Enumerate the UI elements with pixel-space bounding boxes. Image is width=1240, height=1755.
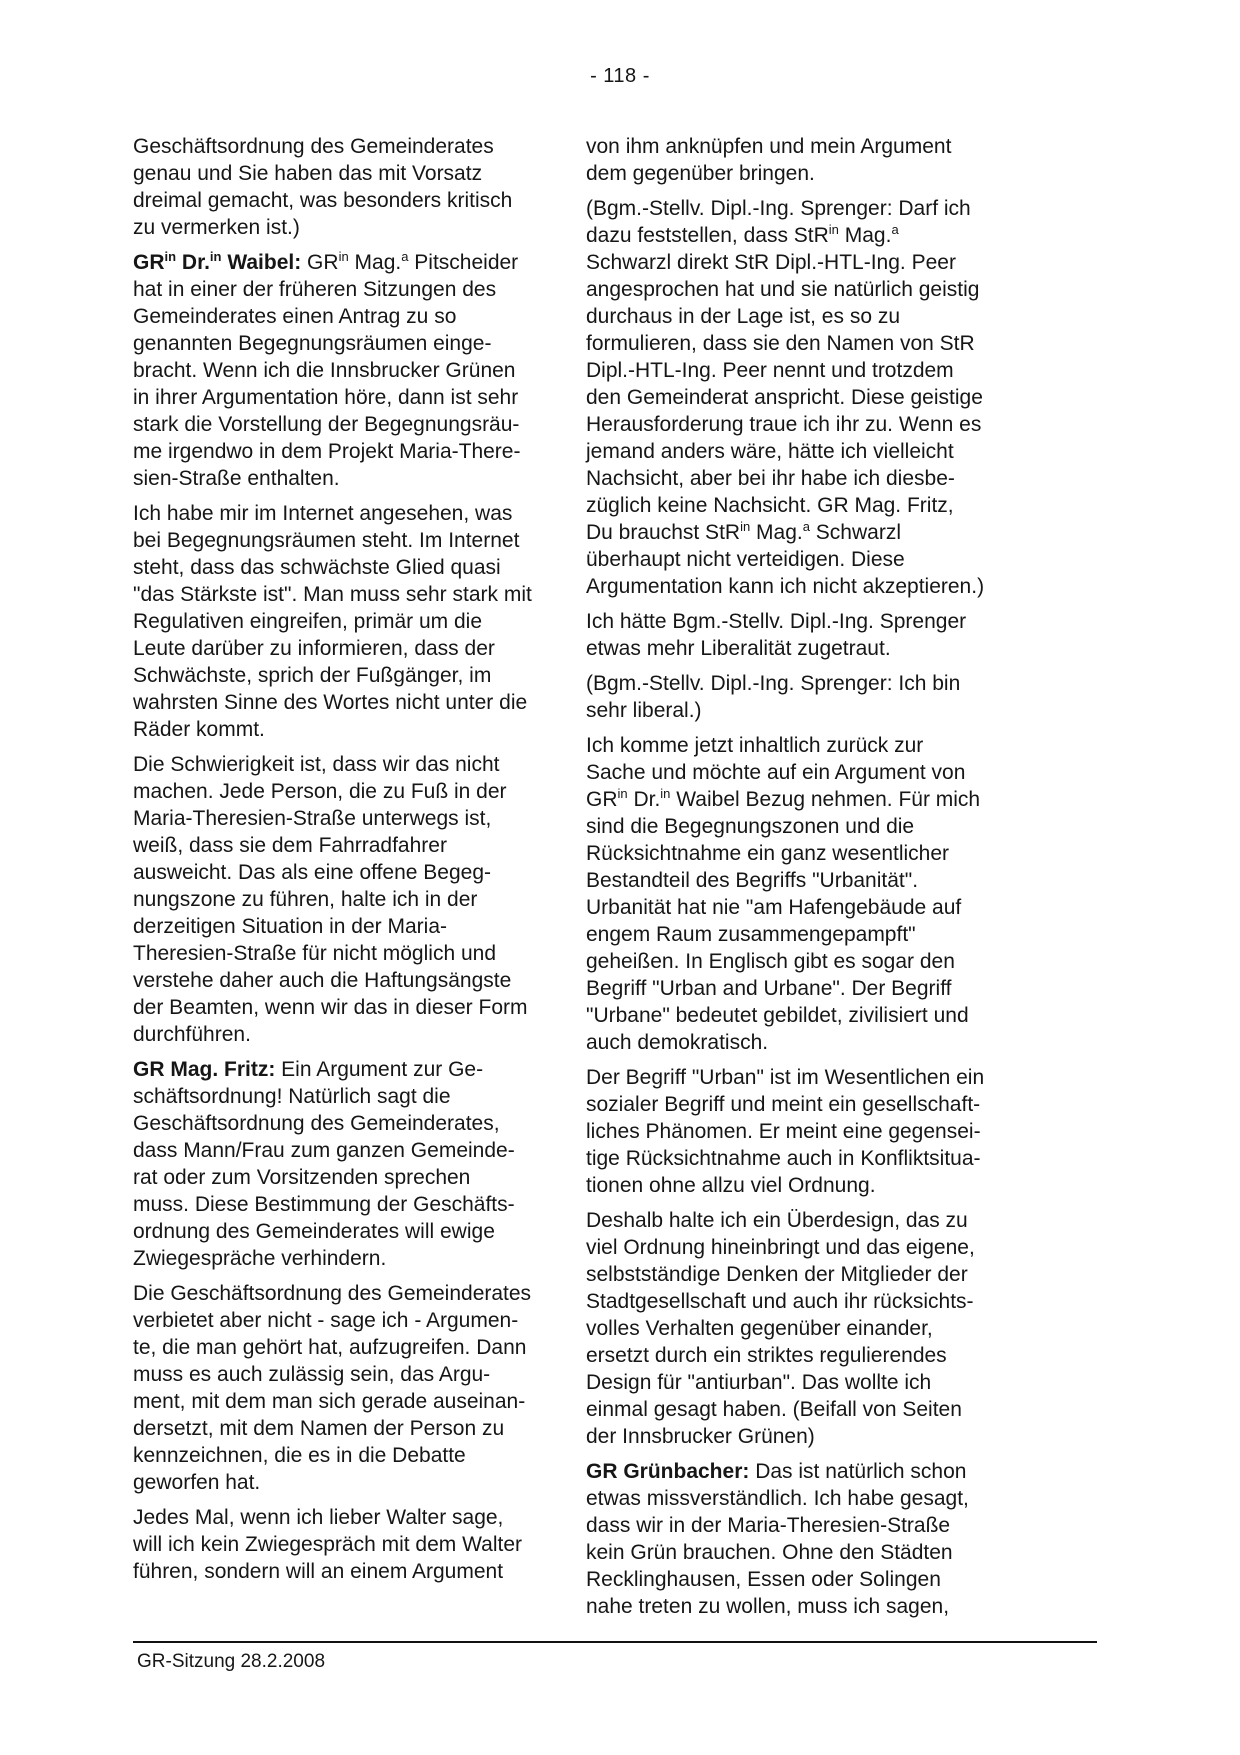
paragraph: Die Geschäftsordnung des Gemeinderates verbietet aber nicht - sage ich - Argumen- te, die man gehört hat, aufzugreifen. Dann muss es auch zulässig sein, das Argu- ment, mit dem man sich gerade auseinan- dersetzt, mit dem Namen der Person zu kennzeichnen, die es in die Debatte geworfen hat. xyxy=(133,1282,532,1494)
footer-divider xyxy=(133,1641,1097,1643)
paragraph: Die Schwierigkeit ist, dass wir das nicht machen. Jede Person, die zu Fuß in der Maria-Theresien-Straße unterwegs ist, weiß, dass sie dem Fahrradfahrer ausweicht. Das als eine offene Begeg- nungszone zu führen, halte ich in der derzeitigen Situation in der Maria- Theresien-Straße für nicht möglich und verstehe daher auch die Haftungsängste der Beamten, wenn wir das in dieser Form durchführen. xyxy=(133,753,528,1046)
paragraph: $GR^{in}$ Dr.$^{in}$ Waibel: $GR^{in}$ Mag.$^a$ Pitscheider hat in einer der früheren Sitzungen des Gemeinderates einen Antrag zu so genannten Begegnungsräumen einge- bracht. Wenn ich die Innsbrucker Grünen in ihrer Argumentation höre, dann ist sehr stark die Vorstellung der Begegnungsräu- me irgendwo in dem Projekt Maria-There- sien-Straße enthalten. xyxy=(133,249,521,490)
paragraph: Geschäftsordnung des Gemeinderates genau und Sie haben das mit Vorsatz dreimal gemacht, was besonders kritisch zu vermerken ist.) xyxy=(133,135,513,239)
paragraph: von ihm anknüpfen und mein Argument dem gegenüber bringen. xyxy=(586,135,952,185)
footer-label: GR-Sitzung 28.2.2008 xyxy=(137,1651,326,1672)
paragraph: Ich habe mir im Internet angesehen, was bei Begegnungsräumen steht. Im Internet steht, dass das schwächste Glied quasi "das Stärkste ist". Man muss sehr stark mit Regulativen eingreifen, primär um die Leute darüber zu informieren, dass der Schwächste, sprich der Fußgänger, im wahrsten Sinne des Wortes nicht unter die Räder kommt. xyxy=(133,502,532,741)
page-number: - 118 - xyxy=(590,65,650,87)
paragraph: GR Mag. Fritz: Ein Argument zur Ge- schäftsordnung! Natürlich sagt die Geschäftsordnung des Gemeinderates, dass Mann/Frau zum ganzen Gemeinde- rat oder zum Vorsitzenden sprechen muss. Diese Bestimmung der Geschäfts- ordnung des Gemeinderates will ewige Zwiegespräche verhindern. xyxy=(133,1058,515,1270)
paragraph: Ich komme jetzt inhaltlich zurück zur Sache und möchte auf ein Argument von $GR^{in}$ Dr.$^{in}$ Waibel Bezug nehmen. Für mich sind die Begegnungszonen und die Rücksichtnahme ein ganz wesentlicher Bestandteil des Begriffs "Urbanität". Urbanität hat nie "am Hafengebäude auf engem Raum zusammengepampft" geheißen. In Englisch gibt es sogar den Begriff "Urban and Urbane". Der Begriff "Urbane" bedeutet gebildet, zivilisiert und auch demokratisch. xyxy=(586,734,981,1054)
column-left xyxy=(133,133,586,1593)
paragraph: Jedes Mal, wenn ich lieber Walter sage, will ich kein Zwiegespräch mit dem Walter führen, sondern will an einem Argument xyxy=(133,1506,523,1583)
paragraph: Der Begriff "Urban" ist im Wesentlichen ein sozialer Begriff und meint ein gesellschaft- liches Phänomen. Er meint eine gegensei- tige Rücksichtnahme auch in Konfliktsitua- tionen ohne allzu viel Ordnung. xyxy=(586,1066,985,1197)
text-columns xyxy=(133,133,1113,1628)
paragraph: (Bgm.-Stellv. Dipl.-Ing. Sprenger: Darf ich dazu feststellen, dass StR$^{in}$ Mag.$^a$ Schwarzl direkt StR Dipl.-HTL-Ing. Peer angesprochen hat und sie natürlich geistig durchaus in der Lage ist, es so zu formulieren, dass sie den Namen von StR Dipl.-HTL-Ing. Peer nennt und trotzdem den Gemeinderat anspricht. Diese geistige Herausforderung traue ich ihr zu. Wenn es jemand anders wäre, hätte ich vielleicht Nachsicht, aber bei ihr habe ich diesbe- züglich keine Nachsicht. GR Mag. Fritz, Du brauchst StR$^{in}$ Mag.$^a$ Schwarzl überhaupt nicht verteidigen. Diese Argumentation kann ich nicht akzeptieren.) xyxy=(586,197,985,598)
column-right xyxy=(586,133,1113,1628)
paragraph: Deshalb halte ich ein Überdesign, das zu viel Ordnung hineinbringt und das eigene, selbstständige Denken der Mitglieder der Stadtgesellschaft und auch ihr rücksichts- volles Verhalten gegenüber einander, ersetzt durch ein striktes regulierendes Design für "antiurban". Das wollte ich einmal gesagt haben. (Beifall von Seiten der Innsbrucker Grünen) xyxy=(586,1209,975,1448)
paragraph: Ich hätte Bgm.-Stellv. Dipl.-Ing. Sprenger etwas mehr Liberalität zugetraut. xyxy=(586,610,967,660)
paragraph: GR Grünbacher: Das ist natürlich schon etwas missverständlich. Ich habe gesagt, dass wir in der Maria-Theresien-Straße kein Grün brauchen. Ohne den Städten Recklinghausen, Essen oder Solingen nahe treten zu wollen, muss ich sagen, xyxy=(586,1460,969,1618)
paragraph: (Bgm.-Stellv. Dipl.-Ing. Sprenger: Ich bin sehr liberal.) xyxy=(586,672,961,722)
